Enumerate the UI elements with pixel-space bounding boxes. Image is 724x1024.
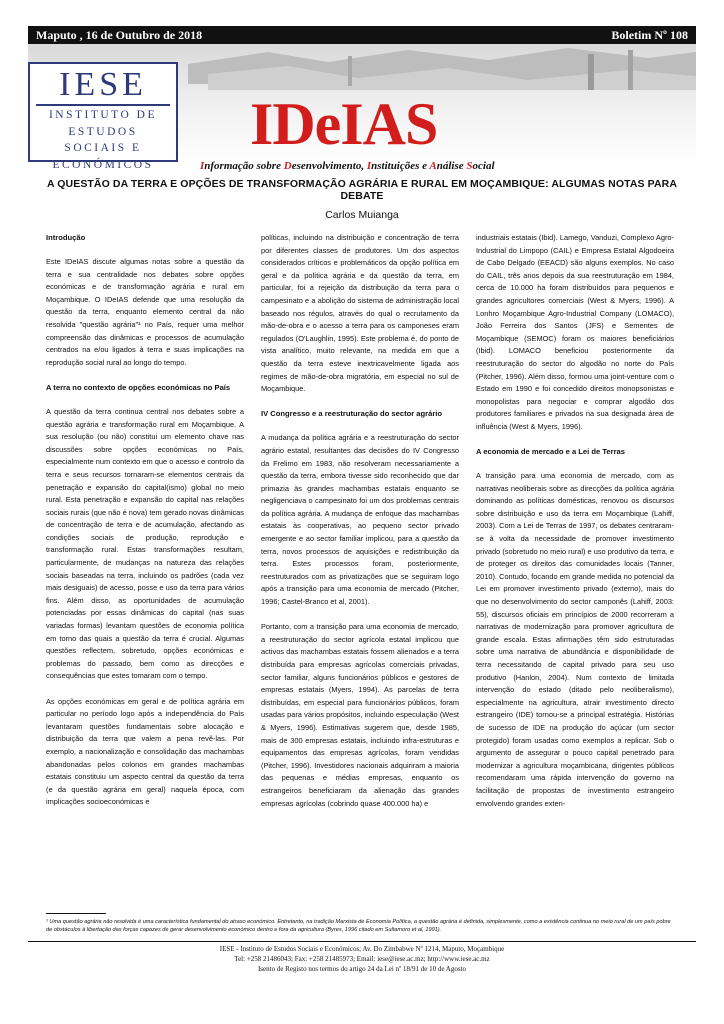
section-heading-market: A economia de mercado e a Lei de Terras — [476, 447, 625, 457]
article-title: A QUESTÃO DA TERRA E OPÇÕES DE TRANSFORMAÇÃO AGRÁRIA E RURAL EM MOÇAMBIQUE: ALGUMAS NOTAS PARA DEBATE — [46, 178, 678, 202]
article-author: Carlos Muianga — [325, 209, 399, 221]
issue-date: Maputo , 16 de Outubro de 2018 — [36, 28, 203, 42]
logo-line-2: ESTUDOS — [68, 125, 138, 138]
subtitle-part: I — [200, 160, 205, 172]
footnote-divider — [46, 913, 106, 914]
footer-registration: Isento de Registo nos termos do artigo 24 da Lei nº 18/91 de 10 de Agosto — [257, 965, 467, 973]
logo-acronym: IESE — [36, 66, 170, 106]
subtitle-part: nstituições e — [371, 160, 430, 172]
paragraph: Portanto, com a transição para uma economia de mercado, a reestruturação do sector agrícola estatal implicou que activos das machambas estatais fossem alienados e a terra distribuída para empresas agrícolas comerciais privadas, sector familiar, alguns funcionários públicos e gestores de empresas estatais (Myers, 1994). As parcelas de terra distribuídas, em especial para funcionários públicos, foram usadas para vários propósitos, incluindo especulação (West & Myers, 1996). Estimativas sugerem que, desde 1985, mais de 300 empresas estatais, incluindo infra-estruturas e equipamentos das empresas agrícolas, foram vendidas (Pitcher, 1996). Investidores nacionais adquiriram a maioria das pequenas e médias empresas, enquanto os estrangeiros beneficiaram da alienação das grandes empresas agrícolas (cobrindo quase 400.000 ha) e — [261, 622, 459, 808]
paragraph: Este IDeIAS discute algumas notas sobre a questão da terra e sua centralidade nos debates sobre opções económicas e de transformação agrária e rural em Moçambique. O IDeIAS defende que uma resolução da questão da terra, enquanto elemento central da não resolvida "questão agrária"¹ no País, requer uma melhor compreensão das dinâmicas e processos de acumulação centrados na e/ou ligados à terra e suas implicações na reprodução social rural ao longo do tempo. — [46, 257, 244, 367]
paragraph: políticas, incluindo na distribuição e concentração de terra por diferentes classes de produtores. Um dos aspectos considerados críticos e problemáticos da opção política em geral e da política agrária e da questão da terra, em particular, foi a rejeição da distribuição da terra para o campesinato e a abolição do sistema de administração local baseado nos régulos, através do qual o recrutamento da mão-de-obra e o acesso a terra para os camponeses eram regulados (O'Laughlin, 1995). Este problema é, do ponto de vista analítico, muito relevante, na medida em que a questão da terra esteve inextricavelmente ligada aos regimes de mão-de-obra migratória, em especial no sul de Moçambique. — [261, 233, 459, 394]
paragraph: As opções económicas em geral e de política agrária em particular no período logo após a independência do País levantaram questões fundamentais sobre alocação e distribuição da terra que valem a pena revê-las. Por exemplo, a nacionalização e consolidação das machambas abandonadas pelos colonos em grandes machambas estatais constituiu um aspecto central da questão da terra (e da questão agrária em geral) naquela época, com implicações socioeconómicas e — [46, 696, 244, 807]
iese-logo — [28, 62, 178, 171]
subtitle-part: S — [466, 160, 473, 172]
subtitle-part: esenvolvimento, — [291, 160, 367, 172]
subtitle-part: I — [366, 160, 372, 172]
column-1 — [46, 232, 244, 822]
footer-contacts: Tel: +258 21486043; Fax: +258 21485973; Email: iese@iese.ac.mz; http://www.iese.ac.mz — [234, 955, 490, 963]
footer-divider — [28, 941, 696, 942]
column-3 — [476, 232, 674, 823]
paragraph: A questão da terra continua central nos debates sobre a questão agrária e transformação rural em Moçambique. A sua resolução (ou não) constitui um elemento chave nas discussões sobre opções económicas no País, especialmente num contexto em que o acesso e controlo da terra e seus recursos tornaram-se elementos centrais da penetração e expansão do capital(ismo) global no meio rural. Esta penetração e expansão do capital nas relações sociais rurais (que não é nova) tem gerado novas dinâmicas de concentração de terra e de acumulação, afectando as condições sociais de produção, reprodução e transformação rural. Estas transformações resultam, particularmente, de mudanças na natureza das relações sociais baseadas na terra, incluindo os padrões (cada vez mais desiguais) de acesso, posse e uso da terra para vários fins. Além disso, as oportunidades de acumulação potenciadas por essas dinâmicas do capital (nas suas variadas formas) levantam questões de economia política em torno das quais a questão da terra é crucial. Algumas questões reflectem, sobretudo, opções económicas e problemas do passado, bem como as direcções e consequências que estes tomaram com o tempo. — [46, 406, 244, 681]
subtitle-part: A — [429, 160, 437, 172]
paragraph: industriais estatais (Ibid). Lamego, Vanduzi, Complexo Agro-Industrial do Limpopo (CAIL) e Empresa Estatal Algodoeira de Cabo Delgado (EEACD) são alguns exemplos. No caso do CAIL, três anos depois da sua reestruturação em 1984, cerca de 10.000 ha foram distribuídos para pequenos e grandes agricultores comerciais (West & Myers, 1996). A Lonhro Moçambique Agro-Industrial Company (LOMACO), João Ferreira dos Santos (JFS) e Sementes de Moçambique (SEMOC) foram os maiores beneficiários (Ibid). LOMACO beneficiou posteriormente da reestruturação do sector do algodão no norte do País (Pitcher, 1996). Além disso, formou uma joint-venture com o Estado em 1990 e foi concedido direitos monopsonistas e monopolistas para negociar e comprar algodão dos produtores familiares e privados na sua designada área de influência (West & Myers, 1996). — [476, 233, 674, 431]
logo-line-1: INSTITUTO DE — [48, 109, 158, 121]
top-bar — [28, 26, 696, 44]
paragraph: A mudança da política agrária e a reestruturação do sector agrário estatal, resultantes das decisões do IV Congresso da Frelimo em 1983, não resolveram necessariamente a questão da terra, embora tivesse sido reconhecido que dar primazia às grandes machambas estatais enquanto se negligenciava o campesinato foi um dos problemas centrais da política agrária. A mudança de enfoque das machambas estatais às cooperativas, ao pequeno sector privado emergente e ao sector familiar implicou, para a questão da terra, novos processos de aquisições e redistribuição da terra. Estes processos foram, posteriormente, reestruturados com as privatizações que se seguiram logo após a transição para uma economia de mercado (Pitcher, 1996; Castel-Branco et al, 2001). — [261, 433, 459, 607]
masthead-subtitle — [200, 160, 495, 172]
section-heading-congress: IV Congresso e a reestruturação do sector agrário — [261, 409, 443, 419]
section-heading-introduction: Introdução — [46, 233, 86, 242]
footer-address: IESE - Instituto de Estudos Sociais e Económicos; Av. Do Zimbabwe Nº 1214, Maputo, Moçambique — [219, 945, 505, 953]
subtitle-part: ocial — [472, 160, 495, 172]
subtitle-part: D — [283, 160, 292, 172]
footnote: ¹ Uma questão agrária não resolvida é uma característica fundamental do atraso económico. Entretanto, na tradição Marxista de Economia Política, a questão agrária é definida, simplesmente, como a existência continua no meio rural de um país pobre de obstáculos à libertação das forças capazes de gerar desenvolvimento económico dentro e fora da agricultura (Byres, 1996 citado em Sultamoro et al, 1991). — [46, 919, 671, 933]
paragraph: A transição para uma economia de mercado, com as narrativas neoliberais sobre as direcções da política agrária dominando as políticas domésticas, renovou os discursos sobre distribuição e uso da terra em Moçambique (Lahiff, 2003). Com a Lei de Terras de 1997, os debates centraram-se à volta da necessidade de promover investimento privado (sobretudo no meio rural) e uso produtivo da terra, e de proteger os direitos das comunidades locais (Tanner, 2010). Contudo, focando em grande medida no potencial da Lei em promover investimento privado (externo), mais do que no desenvolvimento do sector camponês (Lahiff, 2003: 55), discursos oficiais em princípios de 2000 recorreram a narrativas de modernização para promover agricultura de grande escala. Estas afirmações têm sido estruturadas sobre uma narrativa de abundância e disponibilidade de terra necessitando de capital privado para seu uso produtivo (Hanlon, 2004). Num contexto de limitada intervenção do estado (ditado pelo neoliberalismo), especialmente na agricultura, atrair investimento directo estrangeiro (IDE) tornou-se a principal estratégia. Histórias de sucesso de IDE na produção do açúcar (um sector protegido) foram usadas como exemplos a replicar. Sob o argumento de assegurar o pouco capital penetrado para modernizar a agricultura moçambicana, dirigentes públicos recomendaram uma rápida intervenção do governo na facilitação de propostas de investimento estrangeiro envolvendo grandes exten- — [476, 471, 674, 808]
subtitle-part: nformação sobre — [204, 160, 284, 172]
logo-line-4: ECONÓMICOS — [52, 158, 154, 171]
section-heading-context: A terra no contexto de opções económicas no País — [46, 382, 231, 392]
logo-line-3: SOCIAIS E — [64, 142, 142, 154]
subtitle-part: nálise — [436, 160, 467, 172]
bulletin-number: Boletim Nº 108 — [611, 28, 688, 42]
masthead-title: IDeIAS — [250, 91, 438, 157]
column-2 — [261, 232, 459, 823]
